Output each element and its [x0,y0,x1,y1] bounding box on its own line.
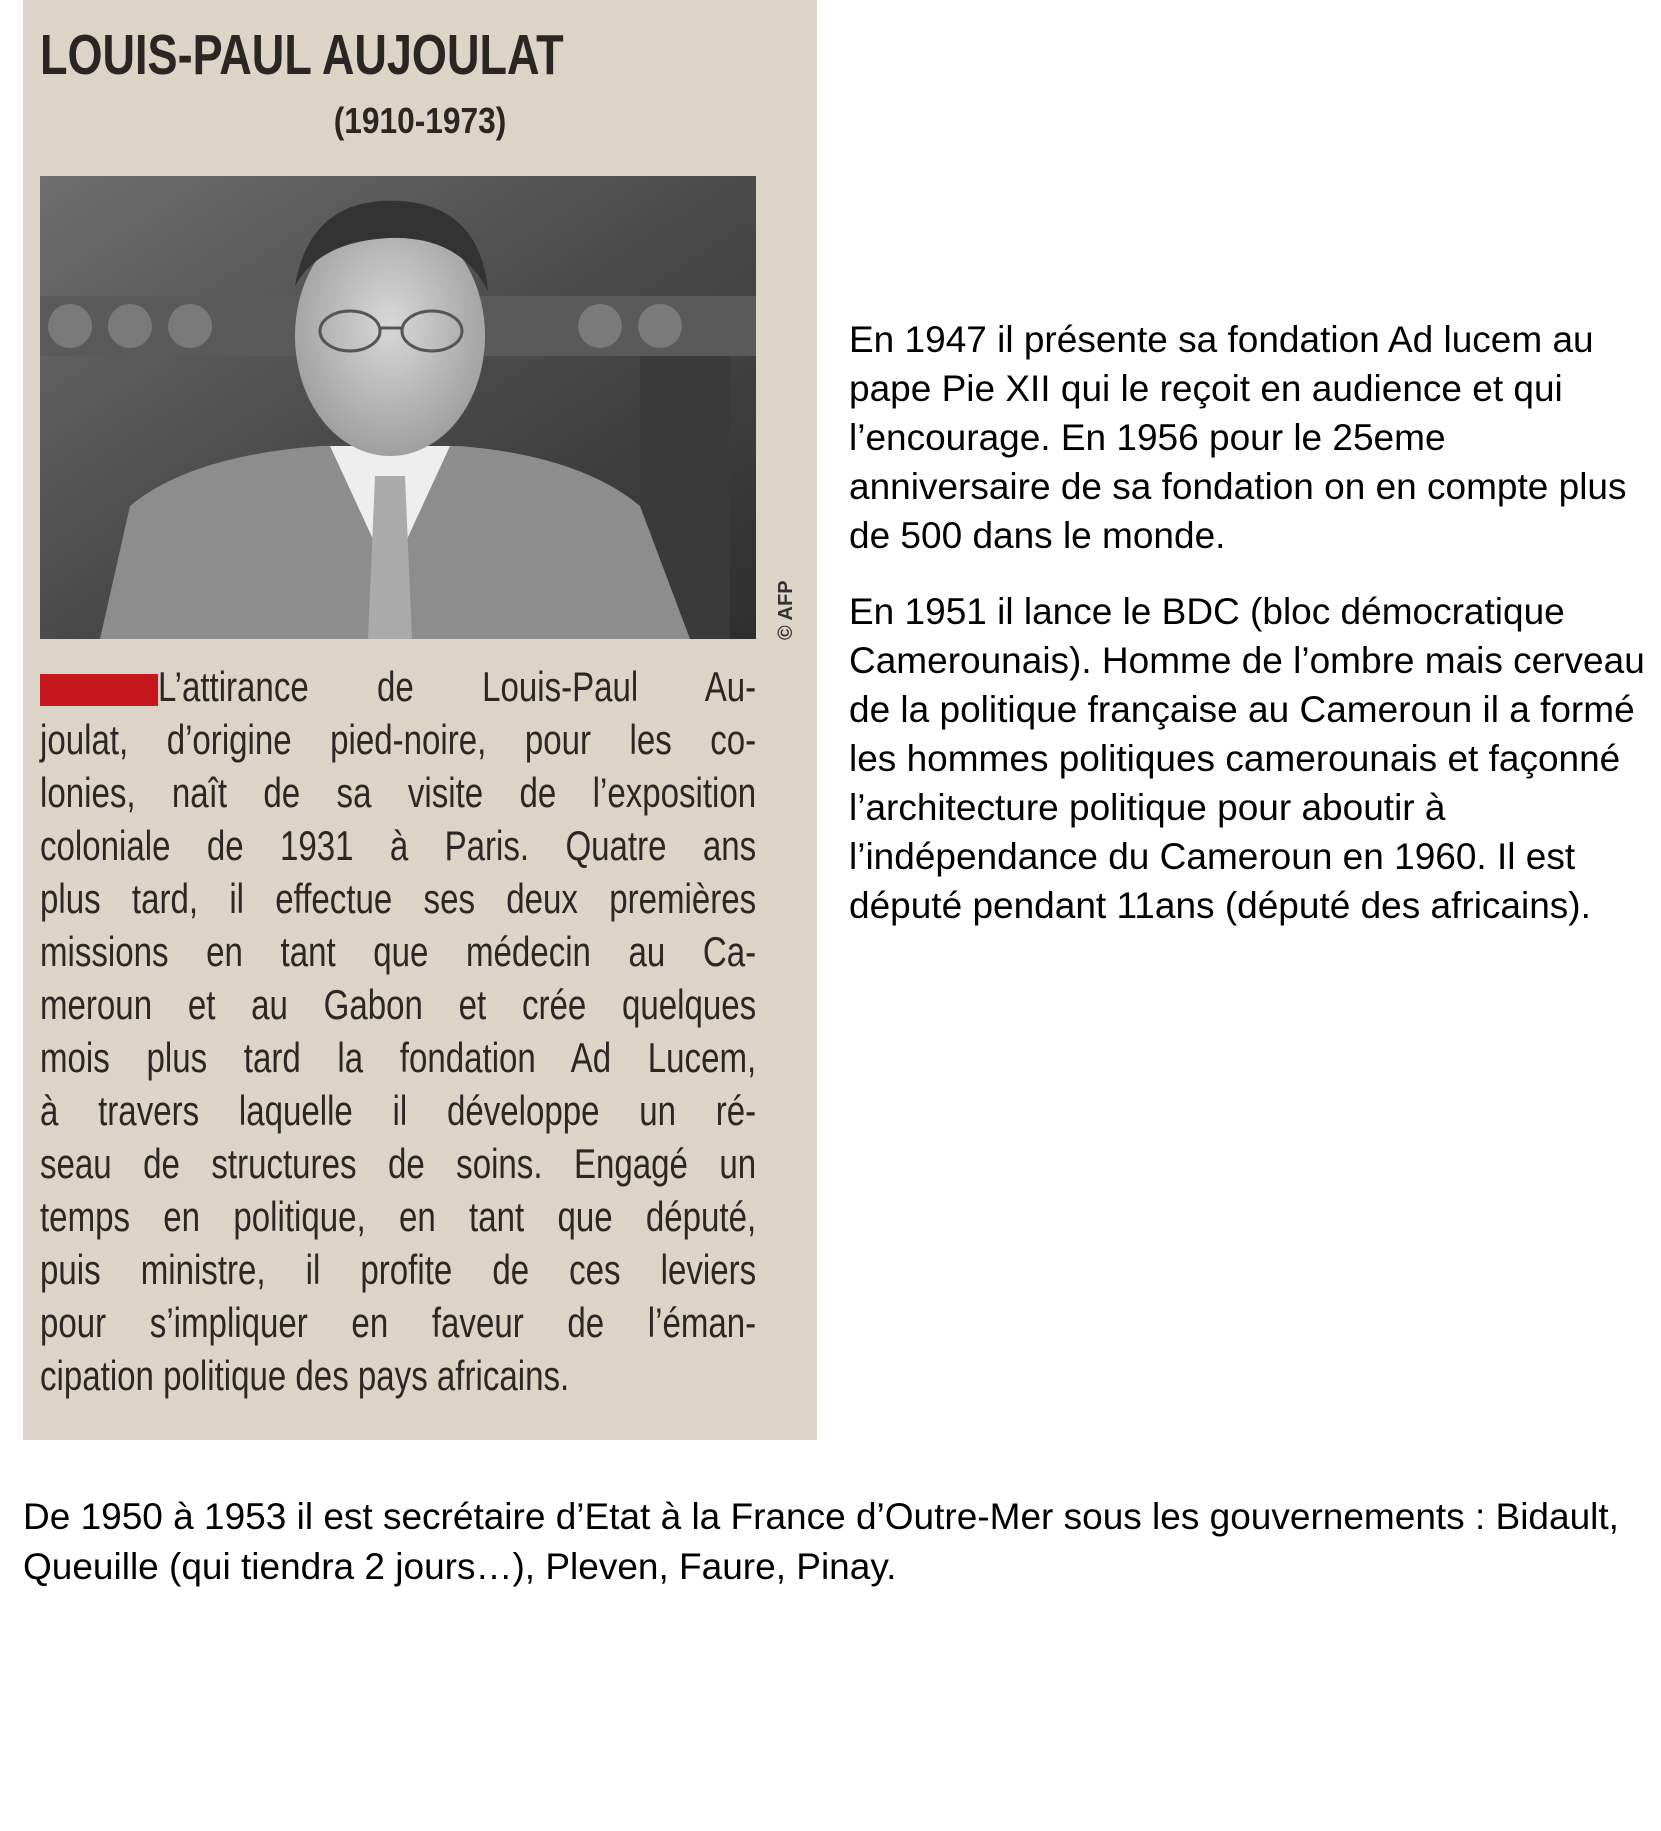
text-line-content: puis ministre, il profite de ces leviers [40,1246,757,1293]
text-line-content: meroun et au Gabon et crée quelques [40,981,757,1028]
text-line [40,713,756,766]
paragraph-1947: En 1947 il présente sa fondation Ad lucem au pape Pie XII qui le reçoit en audience et qui l’encourage. En 1956 pour le 25eme anniversaire de sa fondation on en compte plus de 500 dans le monde. [849,319,1627,556]
text-line [40,1243,756,1296]
text-line-content: à travers laquelle il développe un ré- [40,1087,757,1134]
portrait-photo [40,176,756,639]
text-line [40,1296,756,1349]
text-line-content: joulat, d’origine pied-noire, pour les co- [40,716,757,763]
text-line-content: mois plus tard la fondation Ad Lucem, [40,1034,757,1081]
text-line [40,1031,756,1084]
card-title: LOUIS-PAUL AUJOULAT [40,23,564,87]
biography-card [23,0,817,1440]
text-line-content: L’attirance de Louis-Paul Au- [158,663,757,710]
text-line [40,925,756,978]
text-line [40,1190,756,1243]
card-dates: (1910-1973) [333,100,507,141]
text-line-content: coloniale de 1931 à Paris. Quatre ans [40,822,757,869]
text-line-content: pour s’impliquer en faveur de l’éman- [40,1299,757,1346]
text-line [40,766,756,819]
text-line-content: temps en politique, en tant que député, [40,1193,757,1240]
text-line-content: missions en tant que médecin au Ca- [40,928,757,975]
text-line [40,978,756,1031]
text-line [40,819,756,872]
right-column-text [849,315,1649,957]
biography-text [40,660,756,1402]
text-line-content: plus tard, il effectue ses deux premières [40,875,757,922]
text-line [40,660,756,713]
text-line-content: seau de structures de soins. Engagé un [40,1140,757,1187]
photo-credit: © AFP [775,580,797,640]
text-line-content: lonies, naît de sa visite de l’exposition [40,769,757,816]
paragraph-1951: En 1951 il lance le BDC (bloc démocratique Camerounais). Homme de l’ombre mais cerveau de la politique française au Cameroun il a formé les hommes politiques camerounais et façonné l’architecture politique pour aboutir à l’indépendance du Cameroun en 1960. Il est député pendant 11ans (député des africains). [849,591,1645,926]
text-line [40,1349,756,1402]
bottom-paragraph: De 1950 à 1953 il est secrétaire d’Etat à la France d’Outre-Mer sous les gouvernements : Bidault, Queuille (qui tiendra 2 jours…), Pleven, Faure, Pinay. [23,1496,1619,1587]
text-line [40,1137,756,1190]
text-line [40,1084,756,1137]
portrait-image [40,176,756,639]
text-line [40,872,756,925]
text-line-content: cipation politique des pays africains. [40,1352,570,1399]
